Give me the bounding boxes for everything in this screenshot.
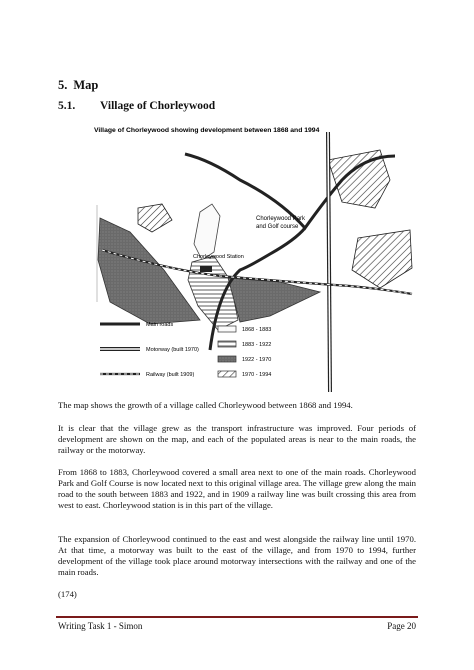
area-1970-1994-w xyxy=(138,204,172,232)
footer-divider xyxy=(56,616,418,618)
subsection-title: Village of Chorleywood xyxy=(100,100,216,112)
park-label-line2: and Golf course xyxy=(256,224,299,230)
station-label: Chorleywood Station xyxy=(193,254,244,260)
park-label-line1: Chorleywood Park xyxy=(256,216,306,222)
word-count: (174) xyxy=(58,589,77,599)
legend-period1-label: 1868 - 1883 xyxy=(242,327,272,333)
legend-period4-label: 1970 - 1994 xyxy=(242,372,272,378)
paragraph-intro: The map shows the growth of a village called Chorleywood between 1868 and 1994. xyxy=(58,400,353,410)
paragraph-early-development: From 1868 to 1883, Chorleywood covered a small area next to one of the main roads. Chorleywood Park and Golf Course is now located next to this original village area. The village grew along the main road to the south between 1883 and 1922, and in 1909 a railway line was built crossing this area from west to east. Chorleywood station is in this part of the village. xyxy=(58,467,416,511)
area-1868-1883 xyxy=(194,204,220,260)
station-marker xyxy=(200,266,212,272)
footer-title: Writing Task 1 - Simon xyxy=(58,621,143,631)
section-number: 5. xyxy=(58,78,68,92)
map-title: Village of Chorleywood showing development between 1868 and 1994 xyxy=(94,127,320,134)
legend-period2-label: 1883 - 1922 xyxy=(242,342,272,348)
area-1922-1970-east xyxy=(228,278,320,322)
legend-motorway-label: Motorway (built 1970) xyxy=(146,347,199,353)
subsection-heading xyxy=(58,100,215,112)
legend-period4-swatch xyxy=(218,371,236,377)
chorleywood-map xyxy=(90,120,415,392)
subsection-number: 5.1. xyxy=(58,100,76,112)
legend-period1-swatch xyxy=(218,326,236,332)
paragraph-later-development: The expansion of Chorleywood continued to the east and west alongside the railway line until 1970. At that time, a motorway was built to the east of the village, and from 1970 to 1994, further development of the village took place around motorway intersections with the railway and one of the main roads. xyxy=(58,534,416,578)
section-title: Map xyxy=(73,78,99,92)
paragraph-overview: It is clear that the village grew as the transport infrastructure was improved. Four periods of development are shown on the map, and each of the populated areas is near to the main roads, the railway or the motorway. xyxy=(58,423,416,456)
area-1970-1994-e xyxy=(352,230,412,288)
legend-period2-swatch xyxy=(218,341,236,347)
page-number: Page 20 xyxy=(387,621,416,631)
legend-period3-swatch xyxy=(218,356,236,362)
section-heading xyxy=(58,78,98,93)
legend-period3-label: 1922 - 1970 xyxy=(242,357,272,363)
map-figure xyxy=(90,120,415,392)
legend-main-roads-label: Main roads xyxy=(146,322,174,328)
legend-railway-label: Railway (built 1909) xyxy=(146,372,195,378)
